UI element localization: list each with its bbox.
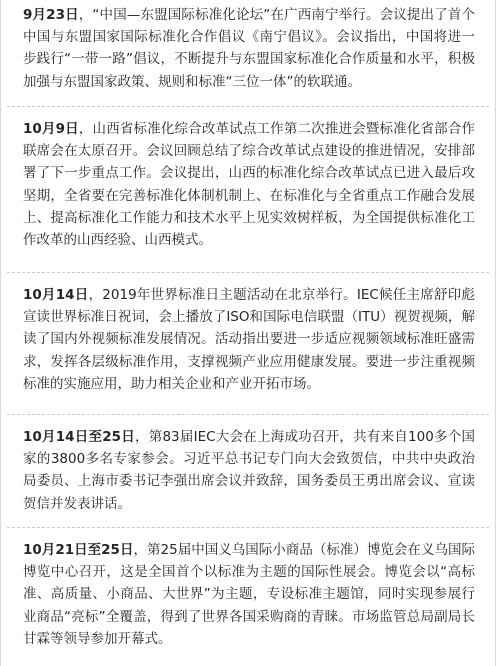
entry-date: 9月23日 <box>23 7 79 23</box>
news-entry-oct-14-25 <box>23 426 475 515</box>
entry-text: ，第25届中国义乌国际小商品（标准）博览会在义乌国际博览中心召开，这是全国首个以标准为主题的国际性展会。博览会以“高标准、高质量、小商品、大世界”为主题，专设标准主题馆，同时实现参展行业商品“亮标”全覆盖，得到了世界各国采购商的青睐。市场监管总局副局长甘霖等领导参加开幕式。 <box>23 542 475 647</box>
entry-date: 10月14日 <box>23 287 89 303</box>
entry-text: ，第83届IEC大会在上海成功召开，共有来自100多个国家的3800多名专家参会。习近平总书记专门向大会致贺信，中共中央政治局委员、上海市委书记李强出席会议并致辞，国务委员王勇出席会议、宣读贺信并发表讲话。 <box>23 429 475 512</box>
entry-text: ，2019年世界标准日主题活动在北京举行。IEC候任主席舒印彪宣读世界标准日祝词，会上播放了ISO和国际电信联盟（ITU）视贺视频，解读了国内外视频标准发展情况。活动指出要进一步适应视频领域标准旺盛需求，发挥各层级标准作用，支撑视频产业应用健康发展。要进一步注重视频标准的实施应用，助力相关企业和产业开拓市场。 <box>23 287 475 392</box>
entry-divider <box>7 106 489 107</box>
news-entry-sep-23 <box>23 4 475 93</box>
news-entry-oct-14 <box>23 284 475 395</box>
news-entry-oct-21-25 <box>23 539 475 650</box>
entry-divider <box>7 414 489 415</box>
news-entry-oct-9 <box>23 118 475 251</box>
entry-divider <box>7 527 489 528</box>
entry-date: 10月21日至25日 <box>23 542 134 558</box>
entry-date: 10月14日至25日 <box>23 429 135 445</box>
entry-date: 10月9日 <box>23 121 79 137</box>
entry-divider <box>7 272 489 273</box>
entry-text: ，“中国—东盟国际标准化论坛”在广西南宁举行。会议提出了首个中国与东盟国家国际标准化合作倡议《南宁倡议》。会议指出，中国将进一步践行“一带一路”倡议，不断提升与东盟国家标准化合作质量和水平，积极加强与东盟国家政策、规则和标准“三位一体”的软联通。 <box>23 7 475 90</box>
entry-text: ，山西省标准化综合改革试点工作第二次推进会暨标准化省部合作联席会在太原召开。会议回顾总结了综合改革试点建设的推进情况，安排部署了下一步重点工作。会议提出，山西的标准化综合改革试点已进入最后攻坚期，全省要在完善标准化体制机制上、在标准化与全省重点工作融合发展上、提高标准化工作能力和技术水平上见实效树样板，为全国提供标准化工作改革的山西经验、山西模式。 <box>23 121 476 249</box>
